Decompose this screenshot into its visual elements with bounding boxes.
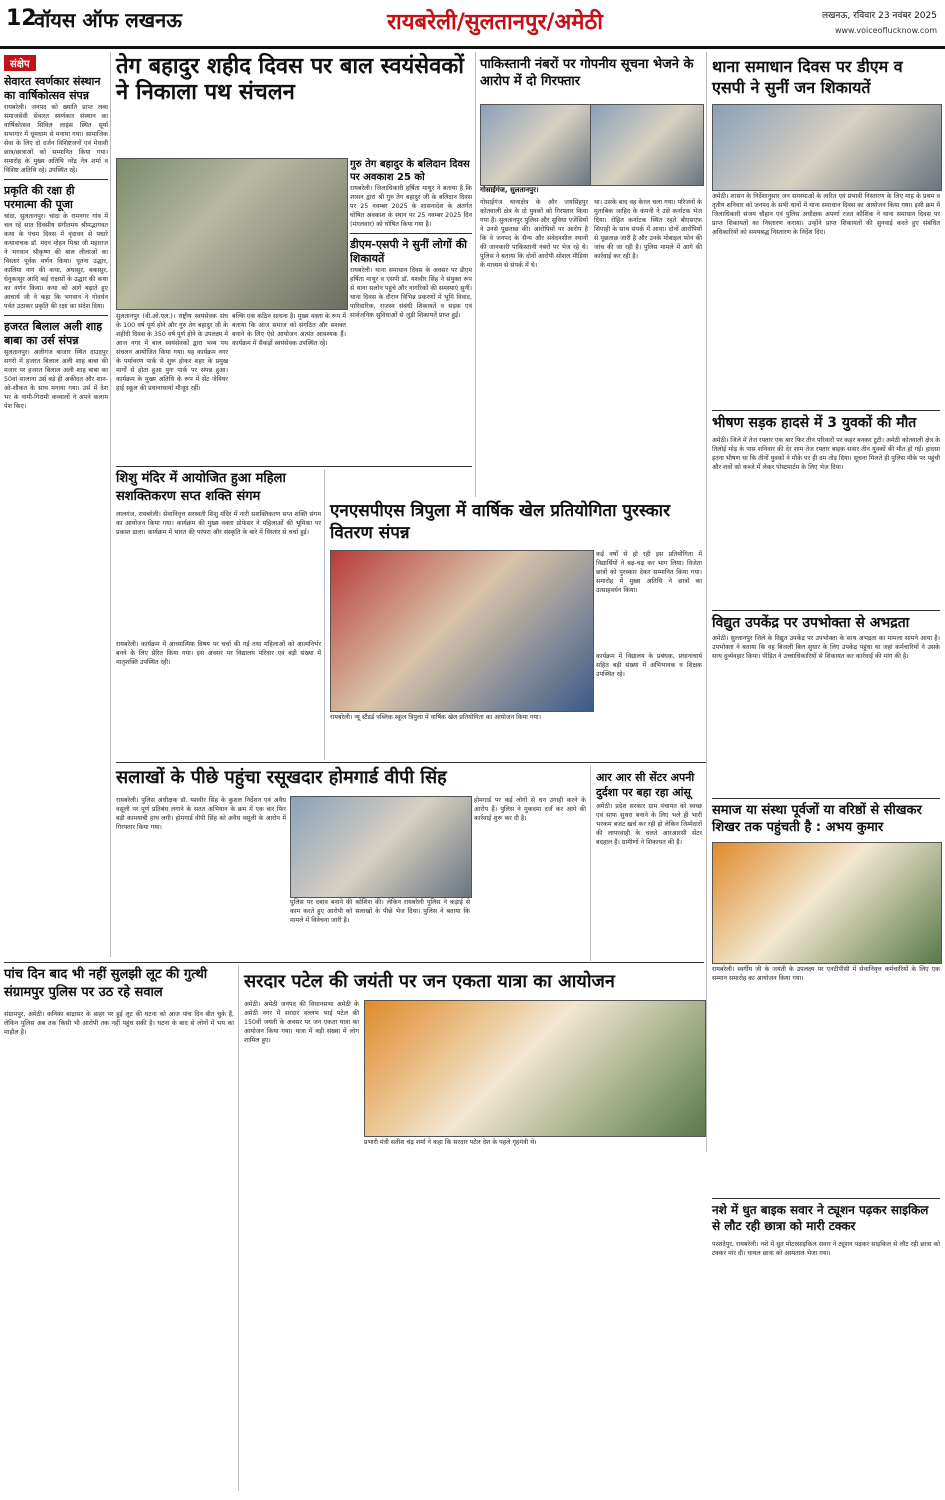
patel-photo [364, 1000, 706, 1137]
sports-body: कई वर्षों से हो रही इस प्रतियोगिता में विद्यार्थियों ने बढ़-चढ़ कर भाग लिया। विजेता छात्रों को पुरस्कार देकर सम्मानित किया गया। समारोह में मुख्य अतिथि ने छात्रों का उत्साहवर्धन किया। [596, 551, 702, 594]
rrc-headline: आर आर सी सेंटर अपनी दुर्दशा पर बहा रहा आंसू [596, 771, 695, 799]
pak-body-continued: था। उसके बाद वह केरल चला गया। परिजनों के मुताबिक जाहिद के कंपनी ने उसे कर्नाटक भेज दिया। रोहित कर्नाटक स्थित रहते बीएसएफ सिपाही के साथ संपर्क में आया। दोनों आरोपियों से पूछताछ जारी है और उनके मोबाइल फोन की जांच की जा रही है। पुलिस मामले में आगे की कार्रवाई कर रही है। [594, 199, 702, 260]
holiday-body: रायबरेली। जिलाधिकारी हर्षिता माथुर ने बताया है कि शासन द्वारा श्री गुरु तेग बहादुर जी के बलिदान दिवस पर 25 नवम्बर 2025 के शासनादेश के अंतर्गत घोषित अवकाश के स्थान पर 25 नवम्बर 2025 दिन (मंगलवार) को घोषित किया गया है। [350, 185, 472, 228]
brief-headline: प्रकृति की रक्षा ही परमात्मा की पूजा [4, 184, 75, 211]
power-headline: विद्युत उपकेंद्र पर उपभोक्ता से अभद्रता [712, 615, 910, 631]
brief-headline: सेवारत स्वर्णकार संस्थान का वार्षिकोत्सव संपन्न [4, 75, 101, 102]
samaj-headline: समाज या संस्था पूर्वजों या वरिष्ठों से सीखकर शिखर तक पहुंचती है : अभय कुमार [712, 803, 922, 835]
shishu-body: लालगंज, रायबरेली। सेवानिवृत्त सरस्वती शिशु मंदिर में नारी सशक्तिकरण सप्त शक्ति संगम का आयोजन किया गया। कार्यक्रम की मुख्य वक्ता प्रोफेसर ने महिलाओं की भूमिका पर प्रकाश डाला। कार्यक्रम में भारत की परंपरा और संस्कृति के बारे में विस्तार से चर्चा हुई। [116, 511, 321, 536]
thana-body: अमेठी। शासन के निर्देशानुसार जन समस्याओं के त्वरित एवं प्रभावी निस्तारण के लिए माह के प्रथम व तृतीय शनिवार को जनपद के सभी थानों में थाना समाधान दिवस का आयोजन किया गया। इसी क्रम में जिलाधिकारी संजय चौहान एवं पुलिस अधीक्षक अपर्णा रजत कौशिक ने थाना समाधान दिवस पर प्राप्त शिकायतों का निस्तारण कराया। उन्होंने प्राप्त शिकायतों की सुनवाई करते हुए संबंधित अधिकारियों को समयबद्ध निस्तारण के निर्देश दिए। [712, 193, 940, 236]
loot-headline: पांच दिन बाद भी नहीं सुलझी लूट की गुत्थी संग्रामपुर पुलिस पर उठ रहे सवाल [4, 967, 208, 1000]
patel-headline: सरदार पटेल की जयंती पर जन एकता यात्रा का आयोजन [244, 971, 615, 992]
paper-name: वॉयस ऑफ लखनऊ [34, 8, 182, 32]
accused-photo [590, 104, 704, 186]
sidebar-tag: संक्षेप [4, 55, 36, 71]
lead-body: सुलतानपुर (वी.ओ.एल.)। राष्ट्रीय स्वयंसेवक संघ के 100 वर्ष पूर्ण होने और गुरु तेग बहादुर जी के शहीदी दिवस के 350 वर्ष पूर्ण होने के उपलक्ष्य में आज नगर में बाल स्वयंसेवकों द्वारा भव्य पथ संचलन आयोजित किया गया। यह कार्यक्रम नगर के पर्यावरण पार्क से शुरू होकर शहर के प्रमुख मार्गों से होता हुआ पुनः पार्क पर संपन्न हुआ। कार्यक्रम के मुख्य अतिथि के रूप में सेंट जेवियर हाई स्कूल की प्रधानाचार्या मौजूद रहीं। [116, 313, 228, 392]
pak-body: गोसाईगंज थानाक्षेत्र के और जयसिंहपुर कोतवाली क्षेत्र के दो युवकों को गिरफ्तार किया गया है। सुलतानपुर पुलिस और सुविधा एजेंसियों ने उनसे पूछताछ की। आरोपियों पर आरोप है कि वे जनपद के सैन्य और संवेदनशील स्थानों की जानकारी पाकिस्तानी नंबरों पर भेज रहे थे। पुलिस ने बताया कि दोनों आरोपी सोशल मीडिया के माध्यम से संपर्क में थे। [480, 199, 588, 269]
patel-caption: प्रभारी मंत्री सतीश चंद्र शर्मा ने कहा कि सरदार पटेल देश के पहले गृहमंत्री थे। [364, 1139, 537, 1146]
homeguard-photo [290, 796, 472, 898]
power-body: अमेठी। सुल्तानपुर जिले के विद्युत उपकेंद्र पर उपभोक्ता के साथ अभद्रता का मामला सामने आया है। उपभोक्ता ने बताया कि वह बिजली बिल सुधार के लिए उपकेंद्र पहुंचा था जहां कर्मचारियों ने उसके साथ दुर्व्यवहार किया। पीड़ित ने उच्चाधिकारियों से शिकायत कर कार्रवाई की मांग की है। [712, 635, 940, 660]
sports-photo [330, 550, 594, 712]
homeguard-body-continued: पुलिस पर दबाव बनाने की कोशिश की। लेकिन रायबरेली पुलिस ने कड़ाई से काम करते हुए आरोपी को सलाखों के पीछे भेज दिया। पुलिस ने बताया कि मामले में विवेचना जारी है। [290, 899, 470, 924]
shishu-headline: शिशु मंदिर में आयोजित हुआ महिला सशक्तिकरण सप्त शक्ति संगम [116, 471, 286, 504]
issue-date: लखनऊ, रविवार 23 नवंबर 2025 [821, 11, 937, 21]
rrc-body: अमेठी। प्रदेश सरकार ग्राम पंचायत को स्वच्छ एवं साफ सुथरा बनाने के लिए भले ही भारी भरकम बजट खर्च कर रही हो लेकिन जिम्मेदारों की लापरवाही के चलते आरआरसी सेंटर बदहाल हैं। ग्रामीणों ने शिकायत की है। [596, 803, 702, 846]
brief-body: चांदा, सुलतानपुर। चांदा के रामनगर गांव में चल रहे सात दिवसीय संगीतमय श्रीमद्भागवत कथा के पंचम दिवस में वृंदावन से पधारे कथावाचक डॉ. मदन मोहन मिश्रा जी महाराज ने भगवान श्रीकृष्ण की बाल लीलाओं का विस्तार पूर्वक वर्णन किया। पूतना उद्धार, कालिया नाग की कथा, अघासुर, बकासुर, धेनुकासुर आदि कई राक्षसों के उद्धार की कथा का वर्णन किया। कथा को आगे बढ़ाते हुए आचार्य जी ने कहा कि भगवान ने गोवर्धन पर्वत उठाकर प्रकृति की रक्षा का संदेश दिया। [4, 213, 108, 310]
sports-headline: एनएसपीएस त्रिपुला में वार्षिक खेल प्रतियोगिता पुरस्कार वितरण संपन्न [330, 501, 671, 543]
samaj-photo [712, 842, 942, 964]
accident-body: अमेठी। जिले में तेज रफ्तार एक बार फिर तीन परिवारों पर कहर बनकर टूटी। अमेठी कोतवाली क्षेत्र के तिलोई मोड़ के पास शनिवार की देर शाम तेज रफ्तार बाइक सवार तीन युवकों की मौत हो गई। हादसा इतना भीषण था कि तीनों युवकों ने मौके पर ही दम तोड़ दिया। सूचना मिलते ही पुलिस मौके पर पहुंची और शवों को कब्जे में लेकर पोस्टमार्टम के लिए भेज दिया। [712, 437, 940, 471]
cycle-headline: नशे में धुत बाइक सवार ने ट्यूशन पढ़कर साइकिल से लौट रही छात्रा को मारी टक्कर [712, 1203, 929, 1233]
dm-body: रायबरेली। थाना समाधान दिवस के अवसर पर डीएम हर्षिता माथुर व एसपी डॉ. यशवीर सिंह ने संयुक्त रूप से थाना सलोन पहुंचे और नागरिकों की समस्याएं सुनीं। थाना दिवस के दौरान विभिन्न प्रकरणों में भूमि विवाद, पारिवारिक, राजस्व संबंधी शिकायतें व सड़क एवं सार्वजनिक सुविधाओं से जुड़ी शिकायतें प्राप्त हुईं। [350, 267, 472, 319]
lead-body-continued: बल्कि एक कठिन साधना है। मुख्य वक्ता के रूप में बताया कि आज समाज को संगठित और सशक्त बनाने के लिए ऐसे आयोजन अत्यंत आवश्यक हैं। कार्यक्रम में सैकड़ों स्वयंसेवक उपस्थित रहे। [232, 313, 346, 347]
section-title: रायबरेली/सुलतानपुर/अमेठी [387, 10, 603, 35]
thana-headline: थाना समाधान दिवस पर डीएम व एसपी ने सुनीं जन शिकायतें [712, 57, 903, 97]
homeguard-body-extra: होमगार्ड पर कई लोगों से धन उगाही करने के आरोप हैं। पुलिस ने मुकदमा दर्ज कर आगे की कार्रवाई शुरू कर दी है। [474, 797, 586, 822]
thana-photo [712, 104, 942, 191]
lead-headline: तेग बहादुर शहीद दिवस पर बाल स्वयंसेवकों ने निकाला पथ संचलन [116, 54, 464, 105]
loot-body: संग्रामपुर, अमेठी। कनिका बाद्रासर के बाहर पर हुई लूट की घटना को आज पांच दिन बीत चुके हैं, लेकिन पुलिस अब तक किसी भी आरोपी तक नहीं पहुंच सकी है। घटना के बाद से लोगों में भय का माहौल है। [4, 1011, 234, 1036]
homeguard-headline: सलाखों के पीछे पहुंचा रसूखदार होमगार्ड वीपी सिंह [116, 767, 447, 788]
patel-body: अमेठी। अमेठी जनपद की विधानसभा अमेठी के अमेठी नगर में सरदार वल्लभ भाई पटेल की 150वीं जयंती के अवसर पर जन एकता यात्रा का आयोजन किया गया। यात्रा में बड़ी संख्या में लोग शामिल हुए। [244, 1001, 359, 1044]
brief-column [350, 158, 472, 463]
cycle-body: परशदेपुर, रायबरेली। नशे में धुत मोटरसाइकिल सवार ने ट्यूशन पढ़कर साइकिल से लौट रही छात्रा को टक्कर मार दी। घायल छात्रा को अस्पताल भेजा गया। [712, 1241, 940, 1257]
accused-photo [480, 104, 592, 186]
dm-headline: डीएम-एसपी ने सुनीं लोगों की शिकायतें [350, 238, 468, 265]
lead-photo [116, 158, 348, 310]
shishu-body-continued: रायबरेली। कार्यक्रम में आध्यात्मिक विषय पर चर्चा की गई तथा महिलाओं को आत्मनिर्भर बनने के लिए प्रेरित किया गया। इस अवसर पर विद्यालय परिवार एवं बड़ी संख्या में मातृशक्ति उपस्थित रही। [116, 641, 321, 666]
accident-headline: भीषण सड़क हादसे में 3 युवकों की मौत [712, 415, 917, 431]
brief-body: सुलतानपुर। अलीगंज बाजार स्थित दाउदपुर सगरो में हजरत बिलाल अली शाह बाबा की मजार पर हजरत बिलाल अली शाह बाबा का 50वां सालाना उर्स बड़े ही अकीदत और शान-ओ-शौकत के साथ मनाया गया। उर्स में देश भर के नामी-गिरामी कव्वालों ने अपने कलाम पेश किए। [4, 349, 108, 410]
sidebar-briefs [4, 52, 108, 957]
pak-headline: पाकिस्तानी नंबरों पर गोपनीय सूचना भेजने के आरोप में दो गिरफ्तार [480, 57, 694, 89]
brief-body: रायबरेली। जनपद को ख्याति प्राप्त लब्ध समाजसेवी सेवारत स्वर्णकार संस्थान का वार्षिकोत्सव सिविल लाइंस स्थित सूर्या सभागार में धूमधाम से मनाया गया। सामाजिक सेवा के लिए दो दर्जन विशिष्टजनों एवं मेधावी छात्र/छात्राओं को सम्मानित किया गया। समारोह के मुख्य अतिथि नरेंद्र नेत्र शर्मा व विशिष्ट अतिथि रहे। उपस्थित रहे। [4, 104, 108, 174]
brief-headline: हजरत बिलाल अली शाह बाबा का उर्स संपन्न [4, 320, 103, 347]
homeguard-body: रायबरेली। पुलिस अधीक्षक डॉ. यशवीर सिंह के कुशल निर्देशन एवं अवैध वसूली पर पूर्ण प्रतिबंध लगाने के सतत अभियान के क्रम में एक बार फिर बड़ी कामयाबी हाथ लगी। होमगार्ड वीपी सिंह को अवैध वसूली के आरोप में गिरफ्तार किया गया। [116, 797, 286, 831]
samaj-caption: रायबरेली। स्वर्गीय जी के जयंती के उपलक्ष्य पर एनटीपीसी में सेवानिवृत्त कर्मचारियों के लिए एक सम्मान समारोह का आयोजन किया गया। [712, 966, 940, 982]
holiday-headline: गुरु तेग बहादुर के बलिदान दिवस पर अवकाश 25 को [350, 159, 470, 183]
sports-body-continued: कार्यक्रम में विद्यालय के प्रबंधक, प्रधानाचार्य सहित बड़ी संख्या में अभिभावक व शिक्षक उपस्थित रहे। [596, 653, 702, 678]
pak-caption: गोसाईगंज, सुलतानपुर। [480, 186, 539, 194]
page-number: 12 [6, 6, 37, 31]
sports-caption: रायबरेली। न्यू स्टैंडर्ड पब्लिक स्कूल त्रिपुला में वार्षिक खेल प्रतियोगिता का आयोजन किया गया। [330, 714, 542, 721]
masthead [0, 0, 945, 49]
website: www.voiceoflucknow.com [834, 26, 937, 35]
